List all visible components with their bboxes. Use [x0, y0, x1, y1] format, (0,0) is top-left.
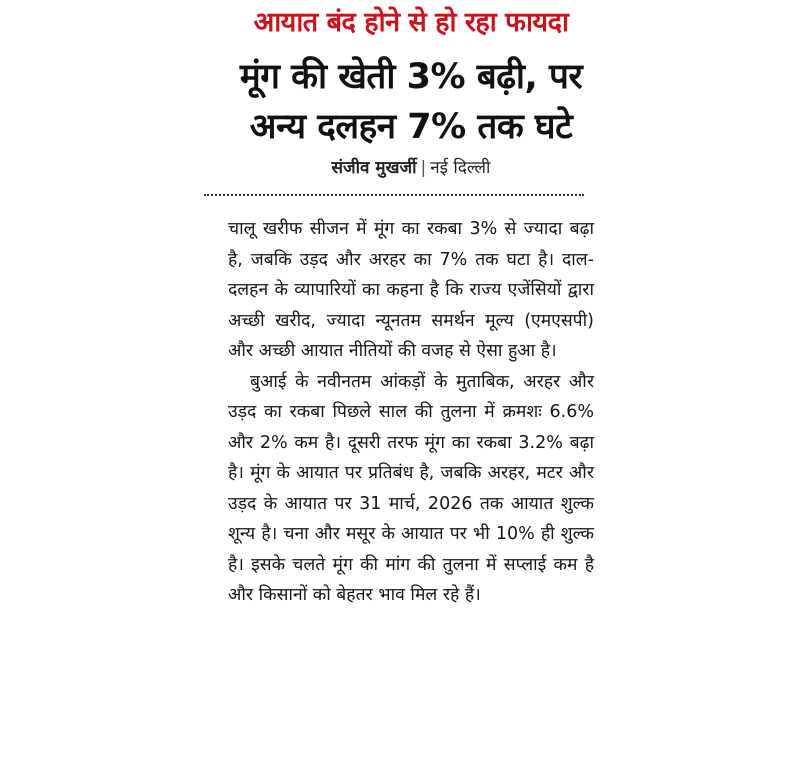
- dateline-location: नई दिल्ली: [430, 158, 491, 178]
- kicker-headline: आयात बंद होने से हो रहा फायदा: [253, 7, 569, 38]
- main-headline: [228, 52, 594, 152]
- headline-line-2: अन्य दलहन 7% तक घटे: [249, 107, 573, 147]
- dotted-divider: [204, 194, 584, 196]
- author-name: संजीव मुखर्जी: [331, 158, 417, 178]
- paragraph-2: बुआई के नवीनतम आंकड़ों के मुताबिक, अरहर और उड़द का रकबा पिछले साल की तुलना में क्रमशः 6.6% और 2% कम है। दूसरी तरफ मूंग का रकबा 3.2% बढ़ा है। मूंग के आयात पर प्रतिबंध है, जबकि अरहर, मटर और उड़द के आयात पर 31 मार्च, 2026 तक आयात शुल्क शून्य है। चना और मसूर के आयात पर भी 10% ही शुल्क है। इसके चलते मूंग की मांग की तुलना में सप्लाई कम है और किसानों को बेहतर भाव मिल रहे हैं।: [228, 371, 594, 605]
- article-body: [228, 214, 594, 611]
- paragraph-1: चालू खरीफ सीजन में मूंग का रकबा 3% से ज्यादा बढ़ा है, जबकि उड़द और अरहर का 7% तक घटा है। दाल-दलहन के व्यापारियों का कहना है कि राज्य एजेंसियों द्वारा अच्छी खरीद, ज्यादा न्यूनतम समर्थन मूल्य (एमएसपी) और अच्छी आयात नीतियों की वजह से ऐसा हुआ है।: [228, 219, 594, 361]
- byline: [228, 156, 594, 180]
- headline-line-1: मूंग की खेती 3% बढ़ी, पर: [239, 57, 583, 97]
- news-clipping: [228, 0, 594, 776]
- byline-separator: |: [420, 158, 427, 178]
